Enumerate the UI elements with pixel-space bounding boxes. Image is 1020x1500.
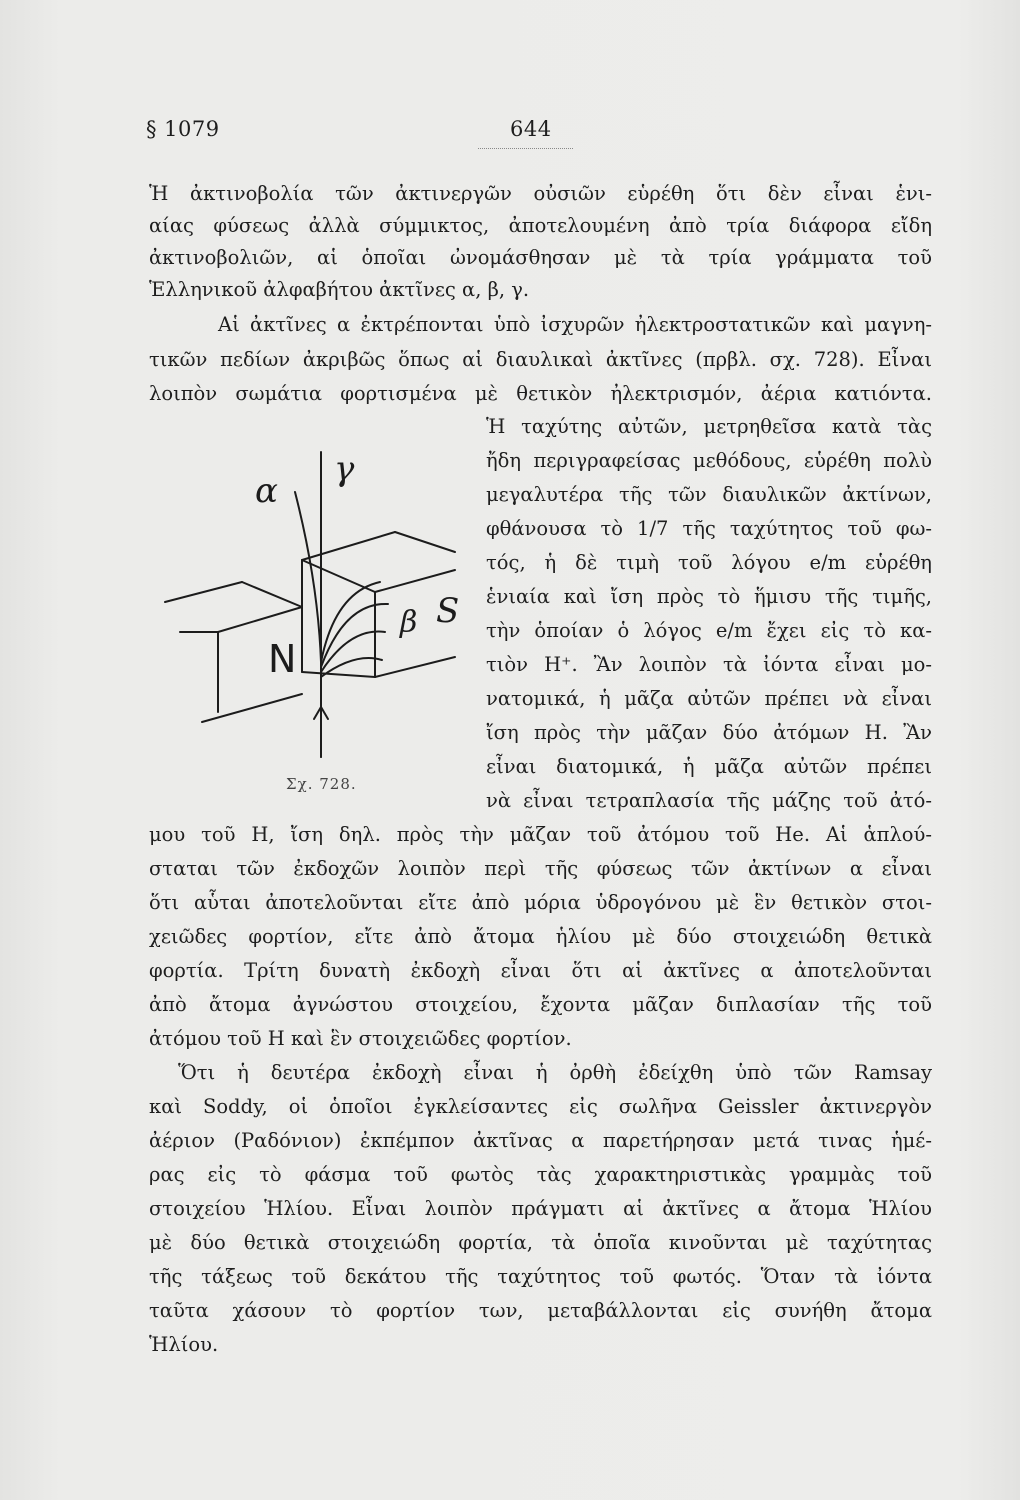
text-line: τὴν ὁποίαν ὁ λόγος e/m ἔχει εἰς τὸ κα- (486, 619, 932, 642)
text-line: μεγαλυτέρα τῆς τῶν διαυλικῶν ἀκτίνων, (486, 483, 932, 506)
n-pole-edge (242, 582, 302, 607)
text-line: Ὅτι ἡ δευτέρα ἐκδοχὴ εἶναι ἡ ὀρθὴ ἐδείχθη ὑπὸ τῶν Ramsay (178, 1061, 932, 1084)
section-number: § 1079 (146, 117, 220, 141)
text-line: φορτία. Τρίτη δυνατὴ ἐκδοχὴ εἶναι ὅτι αἱ ἀκτῖνες α ἀποτελοῦνται (149, 959, 932, 982)
text-line: Ἡ ταχύτης αὐτῶν, μετρηθεῖσα κατὰ τὰς (486, 415, 932, 438)
page-number: 644 (510, 117, 552, 141)
text-line: Ἑλληνικοῦ ἀλφαβήτου ἀκτῖνες α, β, γ. (149, 278, 530, 301)
text-line: ταῦτα χάσουν τὸ φορτίον των, μεταβάλλονται εἰς συνήθη ἄτομα (149, 1299, 932, 1322)
text-line: τῆς τάξεως τοῦ δεκάτου τῆς ταχύτητος τοῦ φωτός. Ὅταν τὰ ἰόντα (149, 1265, 932, 1288)
text-line: Ἡλίου. (149, 1333, 219, 1356)
text-line: τός, ἡ δὲ τιμὴ τοῦ λόγου e/m εὑρέθη (486, 551, 932, 574)
text-line: καὶ Soddy, οἱ ὁποῖοι ἐγκλείσαντες εἰς σωλῆνα Geissler ἀκτινεργὸν (149, 1095, 932, 1118)
text-line: Αἱ ἀκτῖνες α ἐκτρέπονται ὑπὸ ἰσχυρῶν ἠλεκτροστατικῶν καὶ μαγνη- (218, 313, 932, 336)
text-line: μὲ δύο θετικὰ στοιχειώδη φορτία, τὰ ὁποῖα κινοῦνται μὲ ταχύτητας (149, 1231, 932, 1254)
north-label: N (268, 637, 297, 681)
text-line: ὅτι αὗται ἀποτελοῦνται εἴτε ἀπὸ μόρια ὑδρογόνου μὲ ἓν θετικὸν στοι- (149, 891, 932, 914)
text-line: ἀέριον (Ραδόνιον) ἐκπέμπον ἀκτῖνας α παρετήρησαν μετά τινας ἡμέ- (149, 1129, 932, 1152)
alpha-label: α (255, 471, 278, 511)
gamma-label: γ (334, 449, 355, 489)
s-pole-edge (302, 532, 395, 560)
s-pole-edge (375, 570, 455, 592)
text-line: ἑνιαία καὶ ἴση πρὸς τὸ ἥμισυ τῆς τιμῆς, (486, 585, 932, 608)
text-line: εἶναι διατομικά, ἡ μᾶζα αὐτῶν πρέπει (486, 755, 932, 778)
text-line: ἴση πρὸς τὴν μᾶζαν δύο ἀτόμων Η. Ἂν (486, 721, 932, 744)
text-line: στοιχείου Ἡλίου. Εἶναι λοιπὸν πράγματι αἱ ἀκτῖνες α ἄτομα Ἡλίου (149, 1197, 932, 1220)
alpha-ray (295, 492, 321, 662)
text-line: τικῶν πεδίων ἀκριβῶς ὅπως αἱ διαυλικαὶ ἀκτῖνες (πρβλ. σχ. 728). Εἶναι (149, 348, 932, 371)
beta-label: β (400, 605, 418, 640)
south-label: S (436, 591, 460, 631)
text-line: λοιπὸν σωμάτια φορτισμένα μὲ θετικὸν ἠλεκτρισμόν, ἀέρια κατιόντα. (149, 382, 932, 405)
n-pole-edge (218, 607, 302, 632)
text-line: αίας φύσεως ἀλλὰ σύμμικτος, ἀποτελουμένη ἀπὸ τρία διάφορα εἴδη (149, 214, 932, 237)
text-line: μου τοῦ Η, ἴση δηλ. πρὸς τὴν μᾶζαν τοῦ ἀτόμου τοῦ He. Αἱ ἁπλού- (149, 823, 932, 846)
text-line: φθάνουσα τὸ 1/7 τῆς ταχύτητος τοῦ φω- (486, 517, 932, 540)
ray-arrow (314, 707, 328, 757)
beta-ray (321, 582, 380, 662)
text-line: ἀτόμου τοῦ Η καὶ ἓν στοιχειῶδες φορτίον. (149, 1027, 572, 1050)
text-line: χειῶδες φορτίον, εἴτε ἀπὸ ἄτομα ἡλίου μὲ δύο στοιχειώδη θετικὰ (149, 925, 932, 948)
text-line: Ἡ ἀκτινοβολία τῶν ἀκτινεργῶν οὐσιῶν εὑρέθη ὅτι δὲν εἶναι ἑνι- (149, 182, 932, 205)
text-line: ρας εἰς τὸ φάσμα τοῦ φωτὸς τὰς χαρακτηριστικὰς γραμμὰς τοῦ (149, 1163, 932, 1186)
n-pole-edge (165, 582, 242, 602)
text-line: ἀπὸ ἄτομα ἀγνώστου στοιχείου, ἔχοντα μᾶζαν διπλασίαν τῆς τοῦ (149, 993, 932, 1016)
header-rule (478, 148, 573, 149)
text-line: νὰ εἶναι τετραπλασία τῆς μάζης τοῦ ἀτό- (486, 789, 932, 812)
figure-caption: Σχ. 728. (286, 775, 357, 793)
text-line: νατομικά, ἡ μᾶζα αὐτῶν πρέπει νὰ εἶναι (486, 687, 932, 710)
magnetic-deflection-figure (160, 432, 480, 787)
text-line: ἀκτινοβολιῶν, αἱ ὁποῖαι ὠνομάσθησαν μὲ τὰ τρία γράμματα τοῦ (149, 246, 932, 269)
text-line: σταται τῶν ἐκδοχῶν λοιπὸν περὶ τῆς φύσεως τῶν ἀκτίνων α εἶναι (149, 857, 932, 880)
s-pole-edge (302, 672, 375, 677)
s-pole-edge (395, 532, 455, 552)
s-pole-edge (375, 657, 455, 677)
text-line: τιὸν Η⁺. Ἂν λοιπὸν τὰ ἰόντα εἶναι μο- (486, 653, 932, 676)
text-line: ἤδη περιγραφείσας μεθόδους, εὑρέθη πολὺ (486, 449, 932, 472)
